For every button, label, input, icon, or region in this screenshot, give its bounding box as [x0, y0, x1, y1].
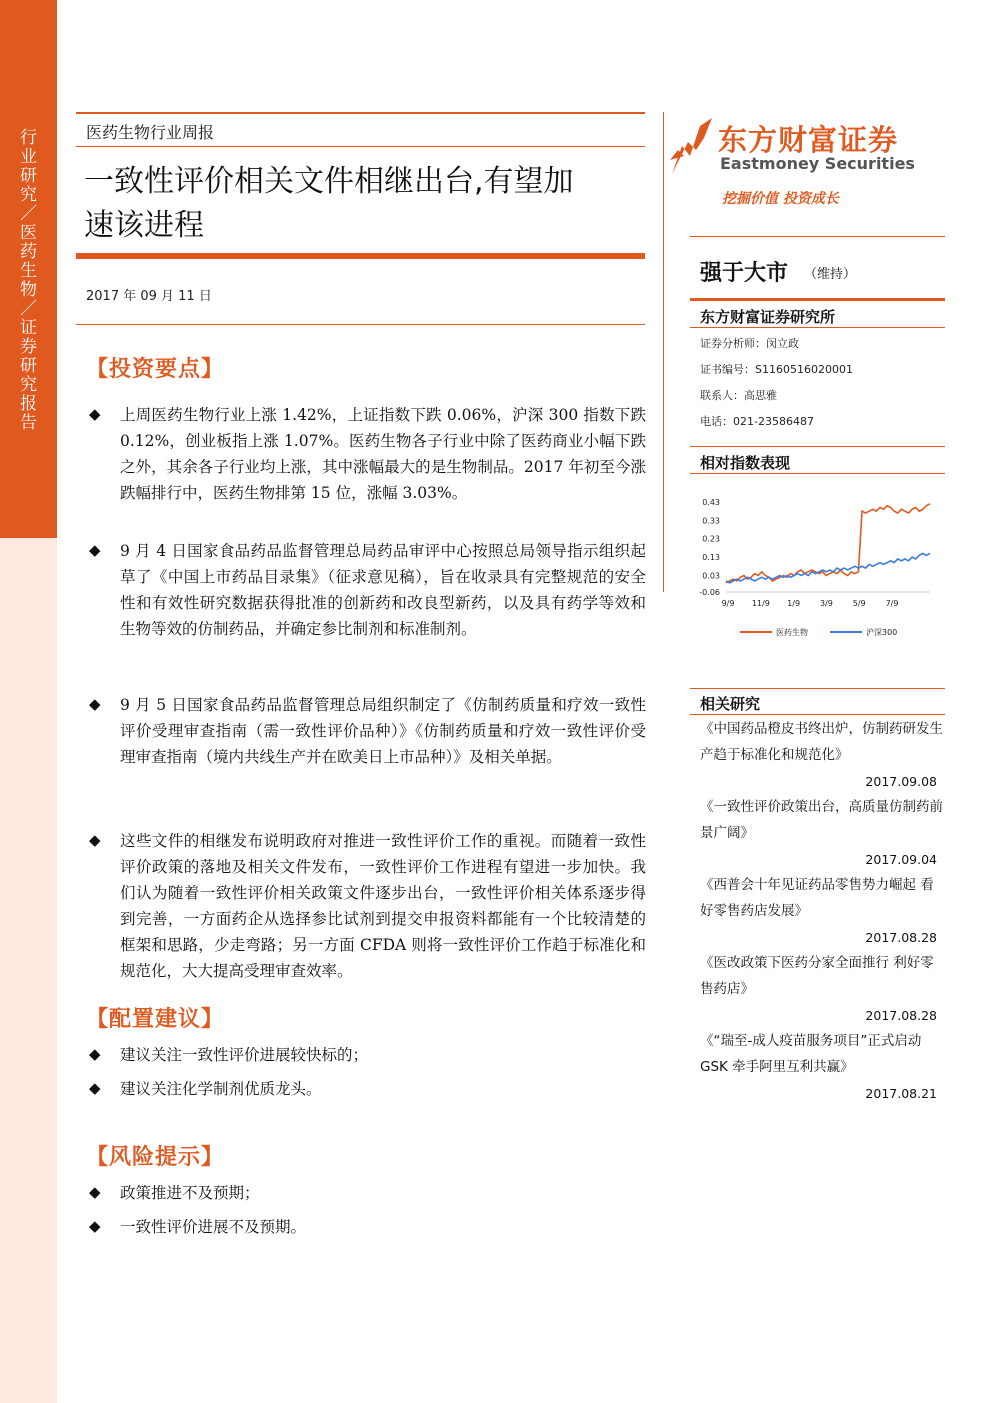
rating-bottom-rule [690, 298, 945, 301]
related-item-title[interactable]: 《一致性评价政策出台，高质量仿制药前景广阔》 [700, 799, 943, 841]
x-tick-label: 5/9 [852, 599, 866, 608]
chart-heading: 相对指数表现 [700, 454, 791, 472]
brand-logo-icon [668, 116, 716, 176]
institute-rule [690, 327, 945, 328]
diamond-bullet-icon: ◆ [89, 541, 101, 559]
contact-name: 联系人：高思雅 [700, 389, 777, 402]
chart-heading-top-rule [690, 446, 945, 447]
y-tick-label: 0.03 [702, 571, 720, 581]
related-item-date: 2017.08.28 [865, 1008, 937, 1023]
y-tick-label: -0.06 [699, 588, 720, 597]
title-thick-rule [76, 253, 645, 259]
report-type: 医药生物行业周报 [86, 123, 215, 142]
bullet-text: 9 月 4 日国家食品药品监督管理总局药品审评中心按照总局领导指示组织起草了《中国上市药品目录集》（征求意见稿），旨在收录具有完整规范的安全性和有效性研究数据获得批准的创新药和改良型新药，以及具有药学等效和生物等效的仿制药品，并确定参比制剂和标准制剂。 [120, 542, 646, 638]
phone-number: 电话：021-23586487 [700, 415, 814, 428]
diamond-bullet-icon: ◆ [89, 1183, 101, 1201]
rating-top-rule [690, 236, 945, 237]
diamond-bullet-icon: ◆ [89, 695, 101, 713]
chart-heading-rule [690, 473, 945, 474]
bullet-text: 建议关注化学制剂优质龙头。 [120, 1080, 322, 1098]
investment-bullet [86, 828, 646, 984]
bullet-text: 一致性评价进展不及预期。 [120, 1218, 307, 1236]
related-top-rule [690, 688, 945, 689]
related-heading: 相关研究 [700, 695, 761, 713]
title-line-2: 速该进程 [84, 208, 204, 243]
allocation-heading: 【配置建议】 [86, 1007, 225, 1032]
related-item-title[interactable]: 《西普会十年见证药品零售势力崛起 看好零售药店发展》 [700, 877, 934, 919]
x-tick-label: 9/9 [721, 599, 735, 608]
x-tick-label: 1/9 [787, 599, 801, 608]
legend-label: 医药生物 [776, 628, 808, 637]
related-item-date: 2017.09.08 [865, 774, 937, 789]
brand-name-cn: 东方财富证券 [718, 123, 899, 157]
investment-bullet [86, 538, 646, 642]
brand-slogan: 挖掘价值 投资成长 [722, 191, 839, 207]
y-tick-label: 0.23 [702, 534, 720, 544]
investment-bullet [86, 692, 646, 770]
related-item-date: 2017.09.04 [865, 852, 937, 867]
investment-bullet [86, 402, 646, 506]
brand-name-en: Eastmoney Securities [720, 154, 915, 173]
related-heading-rule [690, 714, 945, 715]
x-tick-label: 7/9 [885, 599, 899, 608]
risk-bullet [86, 1214, 646, 1240]
column-divider [663, 112, 664, 592]
risk-bullet [86, 1180, 646, 1206]
title-line-1: 一致性评价相关文件相继出台,有望加 [84, 164, 574, 199]
diamond-bullet-icon: ◆ [89, 1079, 101, 1097]
x-tick-label: 3/9 [819, 599, 833, 608]
relative-index-chart [690, 480, 945, 650]
related-item-date: 2017.08.21 [865, 1086, 937, 1101]
report-date: 2017 年 09 月 11 日 [86, 289, 212, 304]
rating-value: 强于大市 [700, 261, 789, 286]
bullet-text: 建议关注一致性评价进展较快标的； [120, 1046, 369, 1064]
bullet-text: 这些文件的相继发布说明政府对推进一致性评价工作的重视。而随着一致性评价政策的落地及相关文件发布，一致性评价工作进程有望进一步加快。我们认为随着一致性评价相关政策文件逐步出台，一致性评价相关体系逐步得到完善，一方面药企从选择参比试剂到提交申报资料都能有一个比较清楚的框架和思路，少走弯路；另一方面 CFDA 则将一致性评价工作趋于标准化和规范化，大大提高受理审查效率。 [120, 832, 646, 980]
allocation-bullet [86, 1076, 646, 1102]
bullet-text: 上周医药生物行业上涨 1.42%，上证指数下跌 0.06%，沪深 300 指数下跌 0.12%，创业板指上涨 1.07%。医药生物各子行业中除了医药商业小幅下跌之外，其余各子行业均上涨，其中涨幅最大的是生物制品。2017 年初至今涨跌幅排行中，医药生物排第 15 位，涨幅 3.03%。 [120, 406, 646, 502]
related-item-date: 2017.08.28 [865, 930, 937, 945]
page-title [84, 160, 644, 248]
related-item-title[interactable]: 《医改政策下医药分家全面推行 利好零售药店》 [700, 955, 934, 997]
cert-number: 证书编号：S1160516020001 [700, 363, 853, 376]
allocation-bullet [86, 1042, 646, 1068]
sidebar-band [0, 0, 57, 1403]
sidebar-category-text: 行业研究／医药生物／证券研究报告 [16, 128, 36, 432]
related-item-title[interactable]: 《中国药品橙皮书终出炉，仿制药研发生产趋于标准化和规范化》 [700, 721, 943, 763]
legend-label: 沪深300 [866, 628, 898, 637]
rating-note: （维持） [804, 267, 857, 282]
related-item-title[interactable]: 《“瑞至-成人疫苗服务项目”正式启动 GSK 牵手阿里互利共赢》 [700, 1033, 922, 1075]
header-top-rule [76, 112, 645, 114]
investment-heading: 【投资要点】 [86, 357, 225, 382]
x-tick-label: 11/9 [751, 599, 770, 608]
diamond-bullet-icon: ◆ [89, 1045, 101, 1063]
analyst-name: 证券分析师：闵立政 [700, 337, 799, 350]
diamond-bullet-icon: ◆ [89, 831, 101, 849]
y-tick-label: 0.43 [702, 498, 720, 507]
bullet-text: 9 月 5 日国家食品药品监督管理总局组织制定了《仿制药质量和疗效一致性评价受理审查指南（需一致性评价品种）》《仿制药质量和疗效一致性评价受理审查指南（境内共线生产并在欧美日上市品种）》及相关单据。 [120, 696, 646, 766]
y-tick-label: 0.13 [702, 553, 720, 563]
diamond-bullet-icon: ◆ [89, 405, 101, 423]
risk-heading: 【风险提示】 [86, 1145, 225, 1170]
header-sub-rule [76, 146, 645, 147]
date-rule [76, 324, 645, 325]
y-tick-label: 0.33 [702, 516, 720, 526]
bullet-text: 政策推进不及预期； [120, 1184, 260, 1202]
series-line-1 [726, 553, 930, 582]
institute-name: 东方财富证券研究所 [700, 308, 836, 326]
diamond-bullet-icon: ◆ [89, 1217, 101, 1235]
